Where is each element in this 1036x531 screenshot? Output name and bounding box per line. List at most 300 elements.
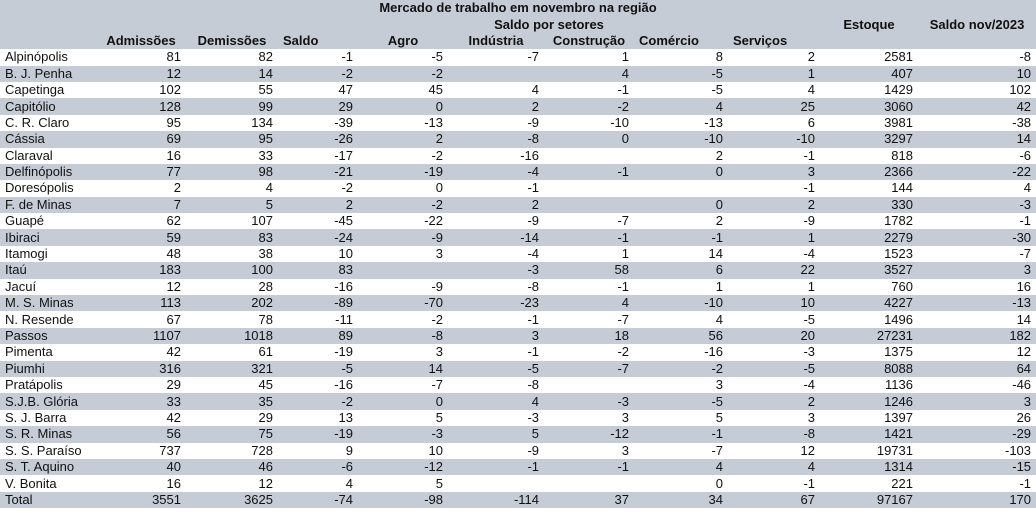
city-name-cell: Doresópolis bbox=[0, 180, 96, 196]
value-cell: 14 bbox=[358, 361, 448, 377]
value-cell: 83 bbox=[186, 229, 278, 245]
city-name-cell: C. R. Claro bbox=[0, 115, 96, 131]
value-cell: 183 bbox=[96, 262, 186, 278]
value-cell: 5 bbox=[358, 475, 448, 491]
value-cell: -10 bbox=[634, 295, 728, 311]
value-cell: 5 bbox=[448, 426, 544, 442]
value-cell: 4 bbox=[728, 82, 820, 98]
value-cell: 1 bbox=[728, 229, 820, 245]
value-cell: 12 bbox=[728, 443, 820, 459]
value-cell: 89 bbox=[278, 328, 358, 344]
value-cell: 16 bbox=[96, 148, 186, 164]
value-cell: 1782 bbox=[820, 213, 918, 229]
value-cell: 47 bbox=[278, 82, 358, 98]
col-industria: Indústria bbox=[448, 33, 544, 49]
value-cell: 38 bbox=[186, 246, 278, 262]
value-cell: -2 bbox=[358, 197, 448, 213]
value-cell: -13 bbox=[634, 115, 728, 131]
value-cell: 128 bbox=[96, 98, 186, 114]
city-name-cell: S. J. Barra bbox=[0, 410, 96, 426]
value-cell: -1 bbox=[544, 279, 634, 295]
value-cell: -46 bbox=[918, 377, 1036, 393]
city-name-cell: M. S. Minas bbox=[0, 295, 96, 311]
value-cell: 1 bbox=[544, 49, 634, 65]
city-name-cell: S. T. Aquino bbox=[0, 459, 96, 475]
value-cell: -5 bbox=[728, 361, 820, 377]
value-cell: -10 bbox=[544, 115, 634, 131]
value-cell: 330 bbox=[820, 197, 918, 213]
value-cell: 3 bbox=[358, 344, 448, 360]
city-name-cell: V. Bonita bbox=[0, 475, 96, 491]
value-cell: -9 bbox=[728, 213, 820, 229]
value-cell: 58 bbox=[544, 262, 634, 278]
total-cell: 3551 bbox=[96, 492, 186, 508]
value-cell: -4 bbox=[448, 246, 544, 262]
value-cell: 760 bbox=[820, 279, 918, 295]
saldo-nov-header: Saldo nov/2023 bbox=[918, 16, 1036, 32]
value-cell: 3297 bbox=[820, 131, 918, 147]
value-cell: 4 bbox=[448, 393, 544, 409]
value-cell: -1 bbox=[544, 82, 634, 98]
value-cell: 29 bbox=[186, 410, 278, 426]
city-name-cell: S.J.B. Glória bbox=[0, 393, 96, 409]
value-cell: -8 bbox=[918, 49, 1036, 65]
value-cell: 4 bbox=[634, 98, 728, 114]
value-cell: 12 bbox=[918, 344, 1036, 360]
value-cell: -3 bbox=[448, 262, 544, 278]
value-cell: 144 bbox=[820, 180, 918, 196]
table-row bbox=[0, 295, 1036, 311]
value-cell: -4 bbox=[728, 377, 820, 393]
value-cell: 9 bbox=[278, 443, 358, 459]
table-row bbox=[0, 262, 1036, 278]
value-cell: 95 bbox=[186, 131, 278, 147]
value-cell: 8 bbox=[634, 49, 728, 65]
value-cell: 3 bbox=[728, 164, 820, 180]
value-cell: -12 bbox=[358, 459, 448, 475]
value-cell: 4227 bbox=[820, 295, 918, 311]
total-cell: -114 bbox=[448, 492, 544, 508]
value-cell bbox=[358, 262, 448, 278]
value-cell: 1496 bbox=[820, 311, 918, 327]
value-cell: -7 bbox=[544, 213, 634, 229]
value-cell: -8 bbox=[448, 279, 544, 295]
value-cell: -2 bbox=[544, 344, 634, 360]
value-cell: 19731 bbox=[820, 443, 918, 459]
value-cell: -19 bbox=[358, 164, 448, 180]
table-row bbox=[0, 82, 1036, 98]
value-cell: -1 bbox=[544, 229, 634, 245]
value-cell bbox=[448, 66, 544, 82]
city-name-cell: Delfinópolis bbox=[0, 164, 96, 180]
value-cell: -38 bbox=[918, 115, 1036, 131]
value-cell: -3 bbox=[448, 410, 544, 426]
col-construcao: Construção bbox=[544, 33, 634, 49]
city-name-cell: Capitólio bbox=[0, 98, 96, 114]
value-cell: 1523 bbox=[820, 246, 918, 262]
table-row bbox=[0, 66, 1036, 82]
value-cell: 62 bbox=[96, 213, 186, 229]
value-cell: -3 bbox=[918, 197, 1036, 213]
value-cell: -22 bbox=[918, 164, 1036, 180]
value-cell: 4 bbox=[634, 459, 728, 475]
value-cell: 67 bbox=[96, 311, 186, 327]
value-cell: 0 bbox=[634, 197, 728, 213]
value-cell: 0 bbox=[634, 164, 728, 180]
value-cell: 56 bbox=[96, 426, 186, 442]
value-cell: 3 bbox=[728, 410, 820, 426]
value-cell: 42 bbox=[96, 344, 186, 360]
value-cell: 134 bbox=[186, 115, 278, 131]
value-cell: 5 bbox=[634, 410, 728, 426]
city-name-cell: Ibiraci bbox=[0, 229, 96, 245]
value-cell: 10 bbox=[728, 295, 820, 311]
value-cell: 1375 bbox=[820, 344, 918, 360]
value-cell: 14 bbox=[918, 131, 1036, 147]
value-cell bbox=[448, 475, 544, 491]
value-cell: 1018 bbox=[186, 328, 278, 344]
table-row bbox=[0, 164, 1036, 180]
value-cell: -7 bbox=[918, 246, 1036, 262]
value-cell: -6 bbox=[278, 459, 358, 475]
total-cell: 67 bbox=[728, 492, 820, 508]
value-cell: 12 bbox=[96, 279, 186, 295]
city-name-cell: Itaú bbox=[0, 262, 96, 278]
value-cell: 4 bbox=[544, 66, 634, 82]
value-cell: 0 bbox=[358, 180, 448, 196]
value-cell: 3 bbox=[918, 393, 1036, 409]
city-name-cell: Alpinópolis bbox=[0, 49, 96, 65]
value-cell: -2 bbox=[634, 361, 728, 377]
value-cell: 45 bbox=[186, 377, 278, 393]
value-cell: 5 bbox=[358, 410, 448, 426]
value-cell: 45 bbox=[358, 82, 448, 98]
value-cell: 4 bbox=[918, 180, 1036, 196]
col-agro: Agro bbox=[358, 33, 448, 49]
value-cell: 2 bbox=[634, 148, 728, 164]
value-cell: -1 bbox=[448, 180, 544, 196]
total-cell: 3625 bbox=[186, 492, 278, 508]
table-row bbox=[0, 115, 1036, 131]
value-cell: 2 bbox=[358, 131, 448, 147]
total-cell: 37 bbox=[544, 492, 634, 508]
value-cell: 98 bbox=[186, 164, 278, 180]
value-cell: -5 bbox=[448, 361, 544, 377]
table-row bbox=[0, 180, 1036, 196]
value-cell: -70 bbox=[358, 295, 448, 311]
value-cell: -8 bbox=[448, 131, 544, 147]
value-cell: -6 bbox=[918, 148, 1036, 164]
value-cell: 4 bbox=[544, 295, 634, 311]
value-cell: -4 bbox=[728, 246, 820, 262]
value-cell: 3 bbox=[448, 328, 544, 344]
value-cell: -1 bbox=[634, 229, 728, 245]
value-cell: 2 bbox=[96, 180, 186, 196]
value-cell: -2 bbox=[358, 66, 448, 82]
value-cell: 0 bbox=[634, 475, 728, 491]
table-row bbox=[0, 426, 1036, 442]
value-cell: -30 bbox=[918, 229, 1036, 245]
value-cell: 3 bbox=[918, 262, 1036, 278]
value-cell: 69 bbox=[96, 131, 186, 147]
value-cell: -103 bbox=[918, 443, 1036, 459]
value-cell: -26 bbox=[278, 131, 358, 147]
value-cell: -5 bbox=[634, 393, 728, 409]
value-cell: -13 bbox=[358, 115, 448, 131]
value-cell: 102 bbox=[918, 82, 1036, 98]
value-cell: 55 bbox=[186, 82, 278, 98]
value-cell bbox=[634, 180, 728, 196]
value-cell: -5 bbox=[358, 49, 448, 65]
table-row bbox=[0, 246, 1036, 262]
value-cell: -7 bbox=[358, 377, 448, 393]
value-cell: -2 bbox=[544, 98, 634, 114]
value-cell: 4 bbox=[278, 475, 358, 491]
value-cell: 12 bbox=[186, 475, 278, 491]
value-cell: -2 bbox=[278, 393, 358, 409]
value-cell: -4 bbox=[448, 164, 544, 180]
value-cell: 0 bbox=[358, 98, 448, 114]
value-cell: -1 bbox=[728, 475, 820, 491]
total-cell: -74 bbox=[278, 492, 358, 508]
table-row bbox=[0, 443, 1036, 459]
value-cell: -19 bbox=[278, 344, 358, 360]
value-cell: 48 bbox=[96, 246, 186, 262]
value-cell: -9 bbox=[358, 229, 448, 245]
group-header-row bbox=[0, 16, 1036, 32]
value-cell: -2 bbox=[278, 66, 358, 82]
total-cell: 34 bbox=[634, 492, 728, 508]
value-cell: 2 bbox=[728, 197, 820, 213]
value-cell: 4 bbox=[186, 180, 278, 196]
value-cell: 27231 bbox=[820, 328, 918, 344]
value-cell: -7 bbox=[448, 49, 544, 65]
table-row bbox=[0, 229, 1036, 245]
value-cell: -1 bbox=[448, 459, 544, 475]
value-cell: 33 bbox=[186, 148, 278, 164]
value-cell: 737 bbox=[96, 443, 186, 459]
value-cell: -1 bbox=[918, 213, 1036, 229]
value-cell: 1397 bbox=[820, 410, 918, 426]
value-cell: 2 bbox=[728, 393, 820, 409]
value-cell: -5 bbox=[278, 361, 358, 377]
value-cell: -2 bbox=[358, 311, 448, 327]
value-cell: 2 bbox=[728, 49, 820, 65]
value-cell: 10 bbox=[278, 246, 358, 262]
value-cell: -1 bbox=[544, 164, 634, 180]
value-cell: 14 bbox=[186, 66, 278, 82]
value-cell: 107 bbox=[186, 213, 278, 229]
table-row bbox=[0, 279, 1036, 295]
value-cell: -5 bbox=[634, 82, 728, 98]
value-cell: -12 bbox=[544, 426, 634, 442]
value-cell: -9 bbox=[448, 213, 544, 229]
value-cell: 99 bbox=[186, 98, 278, 114]
value-cell: 16 bbox=[96, 475, 186, 491]
city-name-cell: S. R. Minas bbox=[0, 426, 96, 442]
sector-group-header: Saldo por setores bbox=[278, 16, 820, 32]
value-cell: 7 bbox=[96, 197, 186, 213]
value-cell: -1 bbox=[278, 49, 358, 65]
value-cell: 100 bbox=[186, 262, 278, 278]
value-cell: -24 bbox=[278, 229, 358, 245]
city-name-cell: F. de Minas bbox=[0, 197, 96, 213]
value-cell: 3527 bbox=[820, 262, 918, 278]
value-cell: 10 bbox=[358, 443, 448, 459]
value-cell: 2366 bbox=[820, 164, 918, 180]
col-demissoes: Demissões bbox=[186, 33, 278, 49]
value-cell: 42 bbox=[96, 410, 186, 426]
value-cell: -13 bbox=[918, 295, 1036, 311]
value-cell: 3 bbox=[634, 377, 728, 393]
value-cell: 81 bbox=[96, 49, 186, 65]
estoque-header: Estoque bbox=[820, 16, 918, 32]
value-cell: 1314 bbox=[820, 459, 918, 475]
value-cell bbox=[544, 475, 634, 491]
value-cell: -5 bbox=[634, 66, 728, 82]
city-name-cell: Cássia bbox=[0, 131, 96, 147]
value-cell: 1 bbox=[634, 279, 728, 295]
value-cell: -17 bbox=[278, 148, 358, 164]
table-row bbox=[0, 213, 1036, 229]
value-cell: -10 bbox=[634, 131, 728, 147]
value-cell: -16 bbox=[634, 344, 728, 360]
value-cell: 221 bbox=[820, 475, 918, 491]
city-name-cell: Capetinga bbox=[0, 82, 96, 98]
value-cell: -39 bbox=[278, 115, 358, 131]
value-cell: -21 bbox=[278, 164, 358, 180]
value-cell: -1 bbox=[448, 311, 544, 327]
value-cell: -2 bbox=[358, 148, 448, 164]
table-row bbox=[0, 131, 1036, 147]
value-cell: -1 bbox=[918, 475, 1036, 491]
value-cell: 0 bbox=[544, 131, 634, 147]
value-cell: 1136 bbox=[820, 377, 918, 393]
value-cell: 3 bbox=[358, 246, 448, 262]
value-cell: -10 bbox=[728, 131, 820, 147]
value-cell: -3 bbox=[544, 393, 634, 409]
value-cell: 407 bbox=[820, 66, 918, 82]
value-cell: 95 bbox=[96, 115, 186, 131]
value-cell: 33 bbox=[96, 393, 186, 409]
value-cell: 113 bbox=[96, 295, 186, 311]
value-cell: 14 bbox=[918, 311, 1036, 327]
value-cell: -16 bbox=[448, 148, 544, 164]
table-row bbox=[0, 377, 1036, 393]
value-cell: 8088 bbox=[820, 361, 918, 377]
value-cell: 59 bbox=[96, 229, 186, 245]
total-label: Total bbox=[0, 492, 96, 508]
city-name-cell: Jacuí bbox=[0, 279, 96, 295]
table-row bbox=[0, 459, 1036, 475]
table-body bbox=[0, 49, 1036, 492]
value-cell: 64 bbox=[918, 361, 1036, 377]
value-cell: 2279 bbox=[820, 229, 918, 245]
value-cell: 35 bbox=[186, 393, 278, 409]
value-cell: 728 bbox=[186, 443, 278, 459]
value-cell: 78 bbox=[186, 311, 278, 327]
table-row bbox=[0, 393, 1036, 409]
value-cell: -1 bbox=[634, 426, 728, 442]
value-cell: 82 bbox=[186, 49, 278, 65]
value-cell: 22 bbox=[728, 262, 820, 278]
value-cell: -15 bbox=[918, 459, 1036, 475]
value-cell: 29 bbox=[96, 377, 186, 393]
total-cell: -98 bbox=[358, 492, 448, 508]
value-cell: -7 bbox=[634, 443, 728, 459]
city-name-cell: Piumhi bbox=[0, 361, 96, 377]
value-cell: 61 bbox=[186, 344, 278, 360]
value-cell: -7 bbox=[544, 361, 634, 377]
value-cell: 29 bbox=[278, 98, 358, 114]
value-cell: 6 bbox=[728, 115, 820, 131]
value-cell: 3981 bbox=[820, 115, 918, 131]
value-cell: 18 bbox=[544, 328, 634, 344]
value-cell: 3060 bbox=[820, 98, 918, 114]
value-cell: 2581 bbox=[820, 49, 918, 65]
value-cell: -23 bbox=[448, 295, 544, 311]
value-cell: -29 bbox=[918, 426, 1036, 442]
value-cell: 83 bbox=[278, 262, 358, 278]
value-cell bbox=[544, 180, 634, 196]
value-cell: 10 bbox=[918, 66, 1036, 82]
value-cell: -3 bbox=[358, 426, 448, 442]
value-cell: -22 bbox=[358, 213, 448, 229]
table-row bbox=[0, 148, 1036, 164]
col-comercio: Comércio bbox=[634, 33, 728, 49]
table-title: Mercado de trabalho em novembro na região bbox=[0, 0, 1036, 16]
table-row bbox=[0, 49, 1036, 65]
value-cell bbox=[544, 197, 634, 213]
col-admissoes: Admissões bbox=[96, 33, 186, 49]
table-row bbox=[0, 410, 1036, 426]
value-cell: 182 bbox=[918, 328, 1036, 344]
city-name-cell: Pimenta bbox=[0, 344, 96, 360]
value-cell: -3 bbox=[728, 344, 820, 360]
value-cell: 14 bbox=[634, 246, 728, 262]
value-cell: -45 bbox=[278, 213, 358, 229]
value-cell: 4 bbox=[448, 82, 544, 98]
value-cell: 1107 bbox=[96, 328, 186, 344]
value-cell: 1 bbox=[544, 246, 634, 262]
value-cell: 20 bbox=[728, 328, 820, 344]
value-cell: 1 bbox=[728, 66, 820, 82]
value-cell: -19 bbox=[278, 426, 358, 442]
city-name-cell: Pratápolis bbox=[0, 377, 96, 393]
value-cell: 321 bbox=[186, 361, 278, 377]
value-cell: 1246 bbox=[820, 393, 918, 409]
title-row bbox=[0, 0, 1036, 16]
value-cell: 1 bbox=[728, 279, 820, 295]
value-cell: 2 bbox=[278, 197, 358, 213]
city-name-cell: B. J. Penha bbox=[0, 66, 96, 82]
value-cell: 16 bbox=[918, 279, 1036, 295]
value-cell: 46 bbox=[186, 459, 278, 475]
value-cell: 12 bbox=[96, 66, 186, 82]
value-cell: -1 bbox=[728, 148, 820, 164]
value-cell: -9 bbox=[358, 279, 448, 295]
value-cell: -2 bbox=[278, 180, 358, 196]
value-cell: 316 bbox=[96, 361, 186, 377]
value-cell: 6 bbox=[634, 262, 728, 278]
value-cell: -8 bbox=[728, 426, 820, 442]
table-row bbox=[0, 311, 1036, 327]
value-cell: 5 bbox=[186, 197, 278, 213]
value-cell: 75 bbox=[186, 426, 278, 442]
value-cell: 25 bbox=[728, 98, 820, 114]
value-cell: 2 bbox=[634, 213, 728, 229]
value-cell: -11 bbox=[278, 311, 358, 327]
